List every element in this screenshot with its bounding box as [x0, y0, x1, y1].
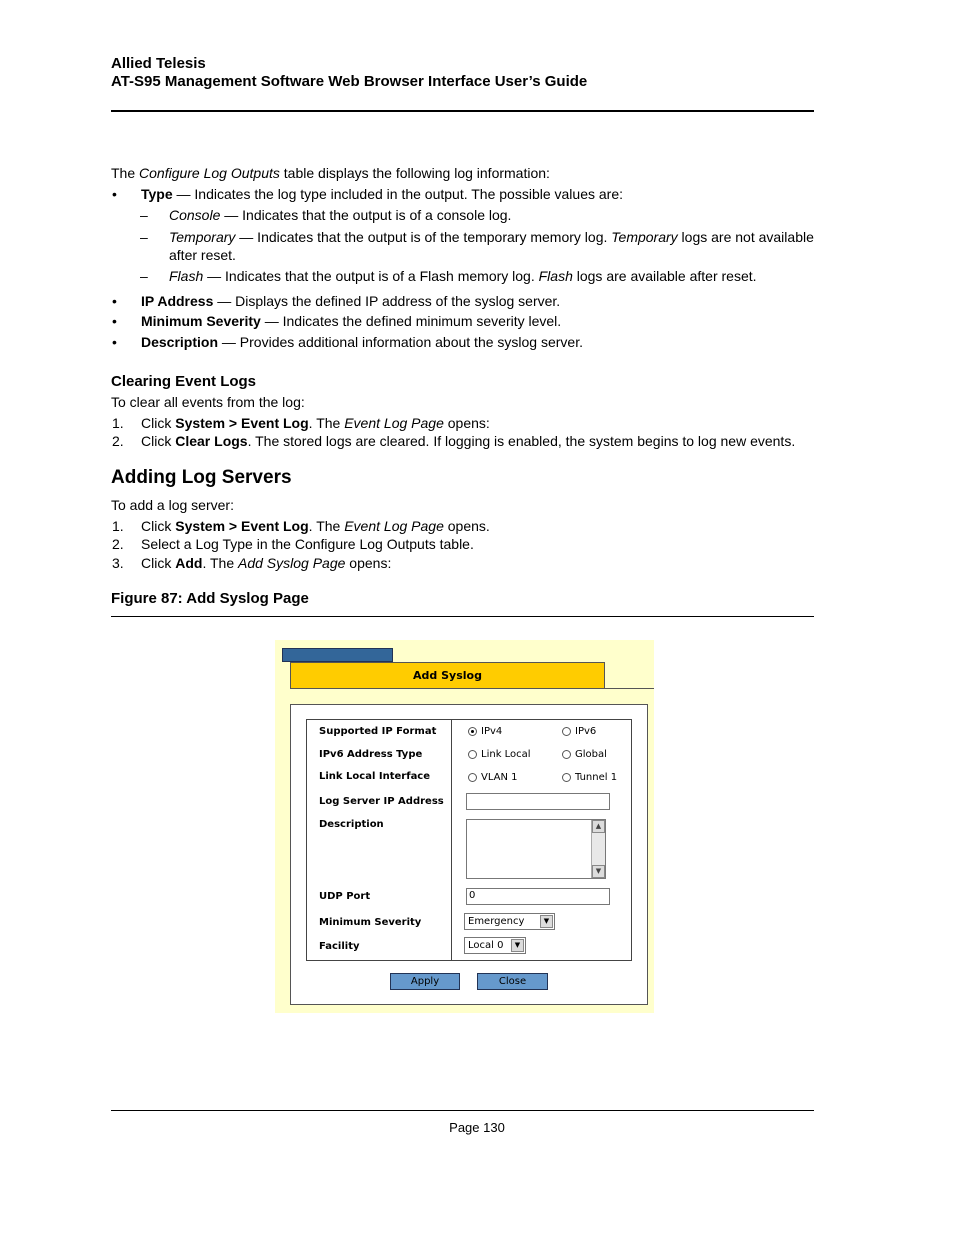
radio-ipv4[interactable]: IPv4 [468, 726, 502, 737]
radio-ipv6[interactable]: IPv6 [562, 726, 596, 737]
form-table [306, 719, 632, 961]
bullet-minimum-severity: Minimum Severity — Indicates the defined minimum severity level. [141, 313, 562, 329]
label-udp-port: UDP Port [319, 891, 371, 902]
radio-selected-icon [468, 727, 477, 736]
chevron-down-icon: ▼ [511, 939, 524, 952]
clearing-step-1: Click System > Event Log. The Event Log Page opens: [141, 415, 490, 431]
subitem-temporary: Temporary — Indicates that the output is of the temporary memory log. Temporary logs are not available after reset. [169, 229, 814, 263]
log-server-ip-input[interactable] [466, 793, 610, 810]
subitem-flash: Flash — Indicates that the output is of a Flash memory log. Flash logs are available after reset. [169, 268, 757, 284]
description-scrollbar[interactable] [591, 820, 605, 878]
bullet-symbol: • [112, 293, 117, 309]
bullet-description: Description — Provides additional information about the syslog server. [141, 334, 583, 350]
bullet-symbol: • [112, 186, 117, 202]
step-number: 1. [112, 518, 124, 534]
close-button[interactable]: Close [477, 973, 548, 990]
radio-global[interactable]: Global [562, 749, 607, 760]
add-syslog-title: Add Syslog [290, 662, 605, 689]
adding-lead: To add a log server: [111, 497, 234, 513]
apply-button[interactable]: Apply [390, 973, 460, 990]
label-supported-ip-format: Supported IP Format [319, 726, 437, 737]
step-number: 2. [112, 433, 124, 449]
adding-step-1: Click System > Event Log. The Event Log Page opens. [141, 518, 490, 534]
heading-adding-log-servers: Adding Log Servers [111, 467, 292, 488]
chevron-down-icon: ▼ [540, 915, 553, 928]
subitem-console: Console — Indicates that the output is of a console log. [169, 207, 512, 223]
bullet-ip-address: IP Address — Displays the defined IP address of the syslog server. [141, 293, 561, 309]
figure-caption: Figure 87: Add Syslog Page [111, 590, 309, 607]
clearing-step-2: Click Clear Logs. The stored logs are cleared. If logging is enabled, the system begins to log new events. [141, 433, 796, 449]
title-underline [290, 688, 654, 689]
form-panel [290, 704, 648, 1005]
label-minimum-severity: Minimum Severity [319, 917, 422, 928]
label-log-server-ip-address: Log Server IP Address [319, 796, 444, 807]
page-number: Page 130 [449, 1120, 505, 1135]
scroll-down-icon[interactable]: ▼ [592, 865, 605, 878]
radio-unselected-icon [562, 773, 571, 782]
facility-select[interactable]: Local 0 ▼ [464, 937, 526, 954]
add-syslog-screenshot [275, 640, 654, 1013]
intro-paragraph: The Configure Log Outputs table displays the following log information: [111, 165, 550, 181]
radio-unselected-icon [562, 727, 571, 736]
heading-clearing-event-logs: Clearing Event Logs [111, 373, 257, 390]
minimum-severity-select[interactable]: Emergency ▼ [464, 913, 555, 930]
bullet-symbol: • [112, 313, 117, 329]
bullet-type: Type — Indicates the log type included in the output. The possible values are: [141, 186, 623, 202]
dash-symbol: – [140, 207, 148, 223]
guide-title: AT-S95 Management Software Web Browser Interface User’s Guide [111, 73, 588, 90]
step-number: 3. [112, 555, 124, 571]
step-number: 1. [112, 415, 124, 431]
dash-symbol: – [140, 268, 148, 284]
clearing-lead: To clear all events from the log: [111, 394, 305, 410]
label-description: Description [319, 819, 384, 830]
adding-step-3: Click Add. The Add Syslog Page opens: [141, 555, 392, 571]
bullet-symbol: • [112, 334, 117, 350]
radio-vlan-1[interactable]: VLAN 1 [468, 772, 518, 783]
radio-unselected-icon [562, 750, 571, 759]
scroll-up-icon[interactable]: ▲ [592, 820, 605, 833]
figure-rule [111, 616, 814, 617]
column-divider [451, 720, 452, 960]
step-number: 2. [112, 536, 124, 552]
label-facility: Facility [319, 941, 360, 952]
dash-symbol: – [140, 229, 148, 245]
label-ipv6-address-type: IPv6 Address Type [319, 749, 423, 760]
header-rule [111, 110, 814, 112]
company-name: Allied Telesis [111, 55, 206, 72]
radio-tunnel-1[interactable]: Tunnel 1 [562, 772, 617, 783]
radio-unselected-icon [468, 773, 477, 782]
radio-unselected-icon [468, 750, 477, 759]
page-tab[interactable] [282, 648, 393, 662]
radio-link-local[interactable]: Link Local [468, 749, 531, 760]
description-textarea[interactable] [466, 819, 606, 879]
udp-port-input[interactable]: 0 [466, 888, 610, 905]
footer-rule [111, 1110, 814, 1111]
adding-step-2: Select a Log Type in the Configure Log Outputs table. [141, 536, 474, 552]
label-link-local-interface: Link Local Interface [319, 771, 431, 782]
